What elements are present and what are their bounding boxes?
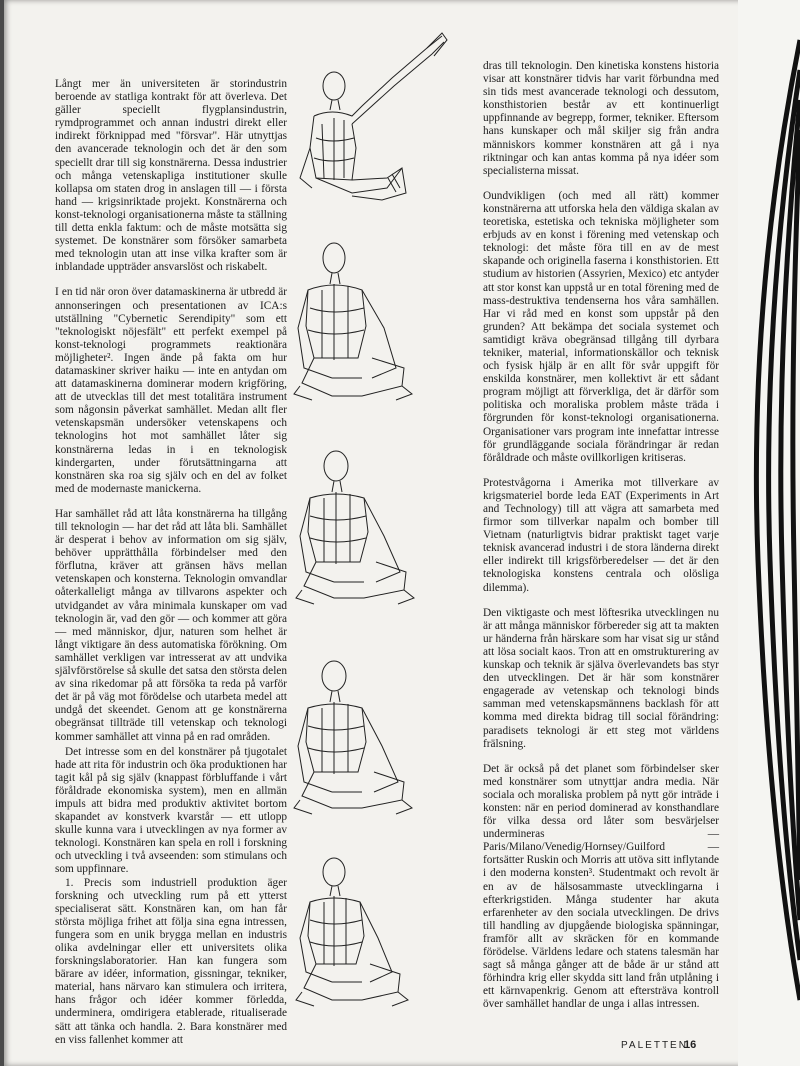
paragraph: dras till teknologin. Den kinetiska konstens historia visar att konstnärer tidvis har varit förbundna med sin tids mest avancerade teknologi och dessutom, konsthistorien består av ett kontinuerligt uppfinnande av begrepp, former, tekniker. Eftersom hans kunskaper och mål skiljer sig från andra människors kommer konstnären att gå i nya riktningar och kan antas komma på nya idéer som specialisterna missat. — [483, 60, 719, 177]
paragraph: Protestvågorna i Amerika mot tillverkare av krigsmateriel borde leda EAT (Experiments in Art and Technology) till att vägra att samarbeta med firmor som tillverkar napalm och bomber till Vietnam (naturligtvis bidrar praktiskt taget varje teknisk avancerad industri i de stora länderna direkt eller indirekt till krigsförberedelser — det är den teknologiska konstens centrala och olösliga dilemma). — [483, 476, 719, 594]
wireframe-figure-illustration — [292, 640, 470, 820]
paragraph: I en tid när oron över datamaskinerna är utbredd är annonseringen och presentationen av ICA:s utställning "Cybernetic Serendipity" som ett "teknologiskt nöjesfält" ett perfekt exempel på konst-teknologi programmets reaktionära möjligheter². Ingen ände på fakta om hur datamaskiner skriver haiku — inte en antydan om att datamaskinerna dominerar modern krigföring, att de utvecklas till det mest totalitära instrument som någonsin påverkat samhället. Medan allt fler vetenskapsmän undersöker vetenskapens och teknologins hot mot samhället låter sig konstnärerna ledas in i en teknologisk kindergarten, under förutsättningarna att konstnären ska roa sig själv och en del av folket med de modernaste manickerna. — [55, 286, 287, 495]
magazine-name: PALETTEN — [621, 1040, 688, 1051]
wireframe-figure-illustration — [292, 218, 470, 418]
adjacent-page-artwork — [738, 0, 800, 1066]
magazine-page — [4, 0, 746, 1066]
wireframe-figure-illustration — [292, 840, 470, 1020]
paragraph: Den viktigaste och mest löftesrika utvecklingen nu är att många människor förbereder sig att ta makten ur händerna från härskare som har visat sig ur stånd att lösa socialt kaos. Tron att en omstrukturering av kunskap och teknik är själva överlevandets bas styr den utvecklingen. Det är här som konstnärer engagerade av vetenskap och teknologi binds samman med vetenskapsmännens backlash för att komma med direkta bidrag till social förändring: paradisets teknologi är ett steg mot världens frälsning. — [483, 606, 719, 750]
concentric-squares-artwork — [738, 0, 800, 1066]
right-text-column — [483, 60, 719, 1023]
paragraph: 1. Precis som industriell produktion äger forskning och utveckling rum på ett ytterst specialiserat sätt. Konstnären kan, om han får största möjliga frihet att följa sina egna intressen, fungera som en unik brygga mellan en industris olika avdelningar eller ett universitets olika forskningslaboratorier. Han kan fungera som bärare av idéer, information, gissningar, tekniker, material, hans närvaro kan stimulera och irritera, hans frågor och idéer kommer förledda, underminera, omdirigera etablerade, ritualiserade sätt att tänka och handla. 2. Bara konstnärer med en viss fallenhet kommer att — [55, 876, 287, 1046]
left-text-column — [55, 78, 287, 1047]
page-number: 16 — [684, 1039, 697, 1051]
wireframe-figure-illustration — [292, 28, 470, 208]
paragraph: Det är också på det planet som förbindelser sker med konstnärer som utnyttjar andra media. När sociala och moraliska problem på nytt gör inträde i konsten: när en period dominerad av konsthandlare för vilka dessa ord låter som besvärjelser undermineras — Paris/Milano/Venedig/Hornsey/Guilford — fortsätter Ruskin och Morris att utöva sitt inflytande i den moderna konsten³. Studentmakt och revolt är en av de hälsosammaste utvecklingarna i efterkrigstiden. Många studenter har akuta erfarenheter av den sociala utvecklingen. De drivs till handling av djupgående biologiska spänningar, framför allt av skräcken för en kommande förödelse. Världens ledare och statens talesmän har sagt så många gånger att de både är ur stånd att förhindra krig eller skydda sitt land från utplåning i ett kärnvapenkrig. Genom att eftersträva kontroll över samhället handlar de unga i allas intressen. — [483, 762, 719, 1011]
paragraph: Har samhället råd att låta konstnärerna ha tillgång till teknologin — har det råd att låta bli. Samhället är desperat i behov av information om sig själv, behöver upprätthålla förbindelser med den förflutna, kräver att gränsen hävs mellan vetenskapen och konsterna. Teknologin omvandlar oåterkalleligt många av tillvarons aspekter och utvidgandet av våra minimala kunskaper om vad teknologin är, vad den gör — och kommer att göra — med människor, djur, naturen som helhet är långt viktigare än dess automatiska förökning. Om samhället verkligen var intresserat av att undvika självförstörelse så skulle det satsa den största delen av sina rikedomar på att försöka ta reda på varför det är på väg mot förödelse och utarbeta medel att undgå det skeendet. Genom att ge konstnärerna obegränsat tillträde till vetenskap och teknologi kommer samhället att vinna på en rad områden. — [55, 507, 287, 743]
wireframe-figure-illustration — [292, 436, 470, 616]
paragraph: Oundvikligen (och med all rätt) kommer konstnärerna att utforska hela den väldiga skalan av teoretiska, estetiska och tekniska möjligheter som erbjuds av en konst i förening med vetenskap och teknologi: det måste föra till en av de mest skapande och originella faserna i konsthistorien. Ett studium av historien (Assyrien, Mexico) etc antyder att stor konst kan uppstå ur en total förening med de mass-destruktiva tendenserna hos våra samhällen. Har vi råd med en konst som uppstår på den grunden? Att bekämpa det sociala systemet och samtidigt kräva obegränsad tillgång till dyrbara tekniker, material, informationskällor och teknisk och fysisk hjälp är en allt för svår uppgift för enskilda konstnärer, men kollektivt är ett sådant program möjligt att förverkliga, det är därför som politiska och moraliska problem måste träda i förgrunden för konst-teknologi organisationerna. Organisationer vars program inte innefattar intresse för grundläggande sociala förändringar är redan föråldrade och måste ovillkorligen kritiseras. — [483, 189, 719, 464]
paragraph: Långt mer än universiteten är storindustrin beroende av statliga kontrakt för att överleva. Det gäller speciellt flygplansindustrin, rymdprogrammet och annan industri direkt eller indirekt förknippad med "försvar". Här utnyttjas den avancerade teknologin och det är den som speciellt drar till sig konstnärerna. Dessa industrier och många vetenskapliga institutioner skulle kollapsa om staten drog in anslagen till — i första hand — krigsinriktade projekt. Konstnärerna och konst-teknologi organisationerna måste ta ställning till detta enkla faktum: och de måste motsätta sig systemet. De konstnärer som försöker samarbeta med teknologin utan att inse vilka krafter som är inblandade uppträder ansvarslöst och riskabelt. — [55, 78, 287, 274]
paragraph: Det intresse som en del konstnärer på tjugotalet hade att rita för industrin och öka produktionen har tagit kål på sig själv (knappast förbluffande i vårt föråldrade ekonomiska system), men en allmän impuls att bidra med produktiv aktivitet bortom skapandet av konstverk kvarstår — ett utlopp skulle kunna vara i utvecklingen av nya former av teknologi. Konstnären kan spela en roll i forskning och utveckling i två avseenden: som stimulans och som uppfinnare. — [55, 745, 287, 876]
figure-strip — [292, 28, 470, 1018]
